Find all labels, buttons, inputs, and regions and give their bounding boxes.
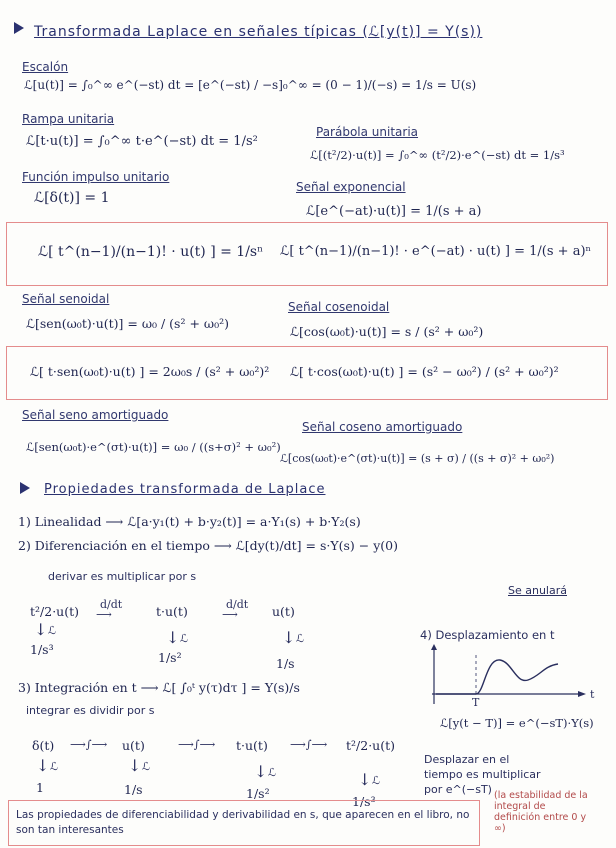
diff-down-arrow-icon-0: ↓ bbox=[34, 620, 48, 639]
diff-down-arrow-icon-2: ↓ bbox=[282, 628, 296, 647]
page-title: Transformada Laplace en señales típicas (ℒ[y(t)] = Y(s)) bbox=[34, 24, 483, 40]
int-down-arrow-icon-0: ↓ bbox=[36, 756, 50, 775]
diff-result-0: 1/s³ bbox=[30, 642, 54, 657]
diff-chain-item-2: u(t) bbox=[272, 604, 295, 619]
int-result-2: 1/s² bbox=[246, 786, 270, 801]
property-linealidad: 1) Linealidad ⟶ ℒ[a·y₁(t) + b·y₂(t)] = a·Y₁(s) + b·Y₂(s) bbox=[18, 514, 361, 529]
int-down-arrow-icon-2: ↓ bbox=[254, 762, 268, 781]
diff-chain-op-1: d/dt bbox=[226, 598, 249, 611]
section-label-escalon: Escalón bbox=[22, 60, 69, 74]
int-chain-item-0: δ(t) bbox=[32, 738, 55, 753]
int-chain-arrow-1: ⟶∫⟶ bbox=[178, 738, 216, 751]
shift-axis-label-T: T bbox=[472, 696, 480, 709]
int-down-arrow-icon-3: ↓ bbox=[358, 770, 372, 789]
shift-axis-label-t: t bbox=[590, 688, 595, 701]
property-desplazamiento: 4) Desplazamiento en t bbox=[420, 628, 555, 642]
footer-note: Las propiedades de diferenciabilidad y derivabilidad en s, que aparecen en el libro, no son tan interesantes bbox=[16, 809, 470, 836]
int-L-1: ℒ bbox=[142, 760, 150, 773]
int-L-3: ℒ bbox=[372, 774, 380, 787]
note-integrar: integrar es dividir por s bbox=[26, 704, 155, 717]
title-bullet-icon bbox=[14, 22, 24, 34]
diff-L-2: ℒ bbox=[296, 632, 304, 645]
diff-chain-item-0: t²/2·u(t) bbox=[30, 604, 79, 619]
int-L-0: ℒ bbox=[50, 760, 58, 773]
section-label-seno-amort: Señal seno amortiguado bbox=[22, 408, 169, 422]
property-integracion: 3) Integración en t ⟶ ℒ[ ∫₀ᵗ y(τ)dτ ] = Y(s)/s bbox=[18, 680, 300, 695]
note-desplazar: Desplazar en el tiempo es multiplicar por e^(−sT) bbox=[424, 753, 541, 796]
note-derivar: derivar es multiplicar por s bbox=[48, 570, 197, 583]
formula-seno-amort: ℒ[sen(ω₀t)·e^(σt)·u(t)] = ω₀ / ((s+σ)² + ω₀²) bbox=[26, 440, 281, 454]
int-chain-arrow-0: ⟶∫⟶ bbox=[70, 738, 108, 751]
int-result-1: 1/s bbox=[124, 782, 143, 797]
int-result-3: 1/s³ bbox=[352, 794, 376, 809]
diff-L-1: ℒ bbox=[180, 632, 188, 645]
int-L-2: ℒ bbox=[268, 766, 276, 779]
formula-box1-right: ℒ[ t^(n−1)/(n−1)! · e^(−at) · u(t) ] = 1/(s + a)ⁿ bbox=[280, 244, 592, 259]
section-label-senoidal: Señal senoidal bbox=[22, 292, 110, 306]
diff-down-arrow-icon-1: ↓ bbox=[166, 628, 180, 647]
int-chain-item-2: t·u(t) bbox=[236, 738, 268, 753]
formula-box1-left: ℒ[ t^(n−1)/(n−1)! · u(t) ] = 1/sⁿ bbox=[38, 244, 264, 260]
section-label-parabola: Parábola unitaria bbox=[316, 125, 419, 139]
section-label-impulso: Función impulso unitario bbox=[22, 170, 170, 184]
diff-L-0: ℒ bbox=[48, 624, 56, 637]
int-result-0: 1 bbox=[36, 780, 44, 795]
formula-escalon: ℒ[u(t)] = ∫₀^∞ e^(−st) dt = [e^(−st) / −s]₀^∞ = (0 − 1)/(−s) = 1/s = U(s) bbox=[24, 78, 477, 92]
formula-desplazamiento: ℒ[y(t − T)] = e^(−sT)·Y(s) bbox=[440, 716, 594, 730]
diff-chain-op-0: d/dt bbox=[100, 598, 123, 611]
propiedades-bullet-icon bbox=[20, 482, 30, 494]
formula-rampa: ℒ[t·u(t)] = ∫₀^∞ t·e^(−st) dt = 1/s² bbox=[26, 134, 258, 149]
int-chain-arrow-2: ⟶∫⟶ bbox=[290, 738, 328, 751]
formula-coseno-amort: ℒ[cos(ω₀t)·e^(σt)·u(t)] = (s + σ) / ((s + σ)² + ω₀²) bbox=[280, 452, 555, 465]
section-label-exponencial: Señal exponencial bbox=[296, 180, 406, 194]
section-label-coseno-amort: Señal coseno amortiguado bbox=[302, 420, 463, 434]
diff-result-1: 1/s² bbox=[158, 650, 182, 665]
diff-result-2: 1/s bbox=[276, 656, 295, 671]
propiedades-title: Propiedades transformada de Laplace bbox=[44, 482, 326, 497]
int-chain-item-1: u(t) bbox=[122, 738, 145, 753]
diff-chain-arrow-0: ⟶ bbox=[96, 608, 112, 621]
formula-box2-left: ℒ[ t·sen(ω₀t)·u(t) ] = 2ω₀s / (s² + ω₀²)² bbox=[30, 364, 270, 379]
diff-chain-arrow-1: ⟶ bbox=[222, 608, 238, 621]
formula-cosenoidal: ℒ[cos(ω₀t)·u(t)] = s / (s² + ω₀²) bbox=[290, 324, 484, 339]
note-estabilidad: (la estabilidad de la integral de definición entre 0 y ∞) bbox=[494, 790, 588, 834]
formula-impulso: ℒ[δ(t)] = 1 bbox=[34, 190, 110, 206]
shift-graph bbox=[428, 644, 588, 708]
property-diferenciacion: 2) Diferenciación en el tiempo ⟶ ℒ[dy(t)/dt] = s·Y(s) − y(0) bbox=[18, 538, 398, 553]
section-label-cosenoidal: Señal cosenoidal bbox=[288, 300, 390, 314]
formula-exponencial: ℒ[e^(−at)·u(t)] = 1/(s + a) bbox=[306, 204, 482, 219]
formula-senoidal: ℒ[sen(ω₀t)·u(t)] = ω₀ / (s² + ω₀²) bbox=[26, 316, 229, 331]
diff-chain-item-1: t·u(t) bbox=[156, 604, 188, 619]
note-se-anulara: Se anulará bbox=[508, 584, 567, 597]
int-down-arrow-icon-1: ↓ bbox=[128, 756, 142, 775]
formula-parabola: ℒ[(t²/2)·u(t)] = ∫₀^∞ (t²/2)·e^(−st) dt = 1/s³ bbox=[310, 148, 565, 162]
formula-box2-right: ℒ[ t·cos(ω₀t)·u(t) ] = (s² − ω₀²) / (s² + ω₀²)² bbox=[290, 364, 559, 379]
int-chain-item-3: t²/2·u(t) bbox=[346, 738, 395, 753]
section-label-rampa: Rampa unitaria bbox=[22, 112, 115, 126]
